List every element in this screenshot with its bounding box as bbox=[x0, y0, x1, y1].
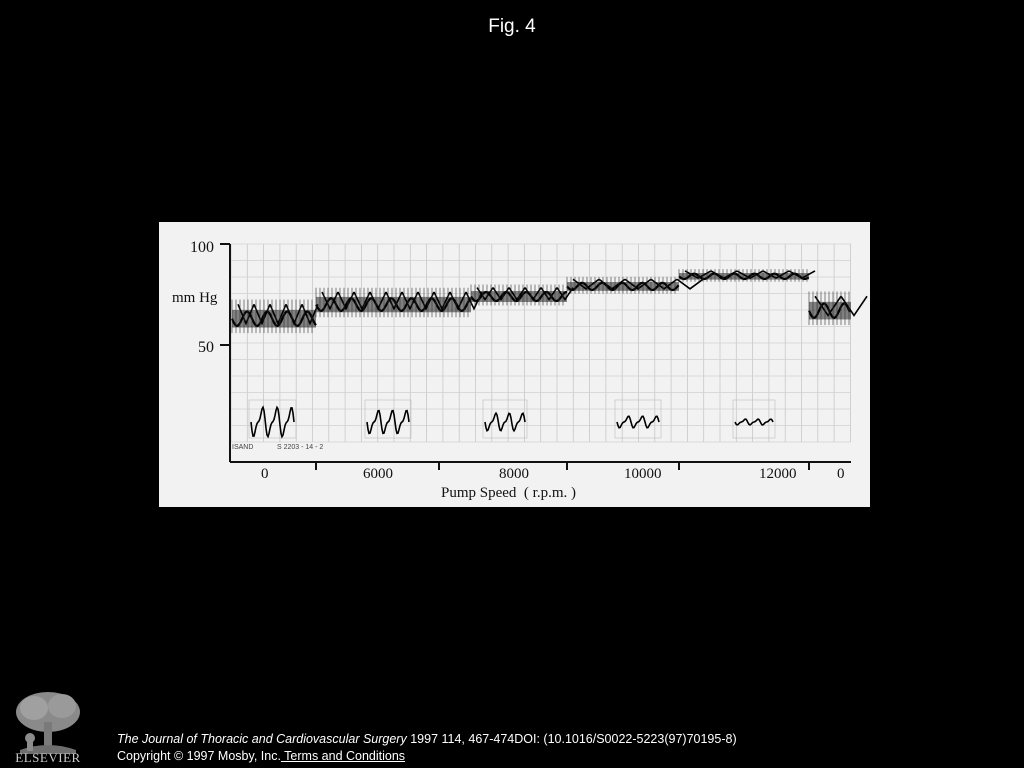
copyright-line bbox=[117, 748, 737, 765]
pressure-waveform bbox=[251, 407, 294, 436]
citation-block bbox=[117, 731, 737, 765]
terms-and-conditions-link[interactable]: Terms and Conditions bbox=[280, 749, 406, 763]
y-unit-label: mm Hg bbox=[172, 290, 218, 306]
x-axis-label: Pump Speed ( r.p.m. ) bbox=[441, 485, 576, 501]
figure-panel bbox=[159, 222, 870, 507]
slide-title: Fig. 4 bbox=[488, 16, 536, 37]
journal-name: The Journal of Thoracic and Cardiovascular Surgery bbox=[117, 732, 407, 746]
pressure-waveform bbox=[367, 411, 409, 434]
pressure-waveform bbox=[735, 419, 773, 425]
pressure-waveform bbox=[617, 416, 659, 427]
y-tick-50-label: 50 bbox=[198, 339, 214, 356]
x-tick-label: 10000 bbox=[624, 466, 662, 482]
x-tick-label: 8000 bbox=[499, 466, 529, 482]
recorder-marker-text: ISAND bbox=[232, 444, 254, 451]
elsevier-wordmark: ELSEVIER bbox=[15, 750, 81, 765]
y-tick-100-label: 100 bbox=[190, 239, 214, 256]
pressure-waveform bbox=[485, 413, 525, 431]
citation-line bbox=[117, 731, 737, 748]
pressure-trace bbox=[232, 269, 867, 333]
x-tick-label: 0 bbox=[261, 466, 269, 482]
pressure-chart bbox=[159, 222, 870, 507]
x-tick-label: 6000 bbox=[363, 466, 393, 482]
waveform-insets bbox=[249, 400, 775, 438]
x-tick-label: 0 bbox=[837, 466, 845, 482]
recorder-code-text: S 2203 - 14 - 2 bbox=[277, 444, 324, 451]
copyright-text: Copyright © 1997 Mosby, Inc. bbox=[117, 749, 281, 763]
citation-details: 1997 114, 467-474DOI: (10.1016/S0022-5223(97)70195-8) bbox=[406, 732, 737, 746]
x-tick-label: 12000 bbox=[759, 466, 797, 482]
x-tick-labels bbox=[261, 466, 845, 482]
